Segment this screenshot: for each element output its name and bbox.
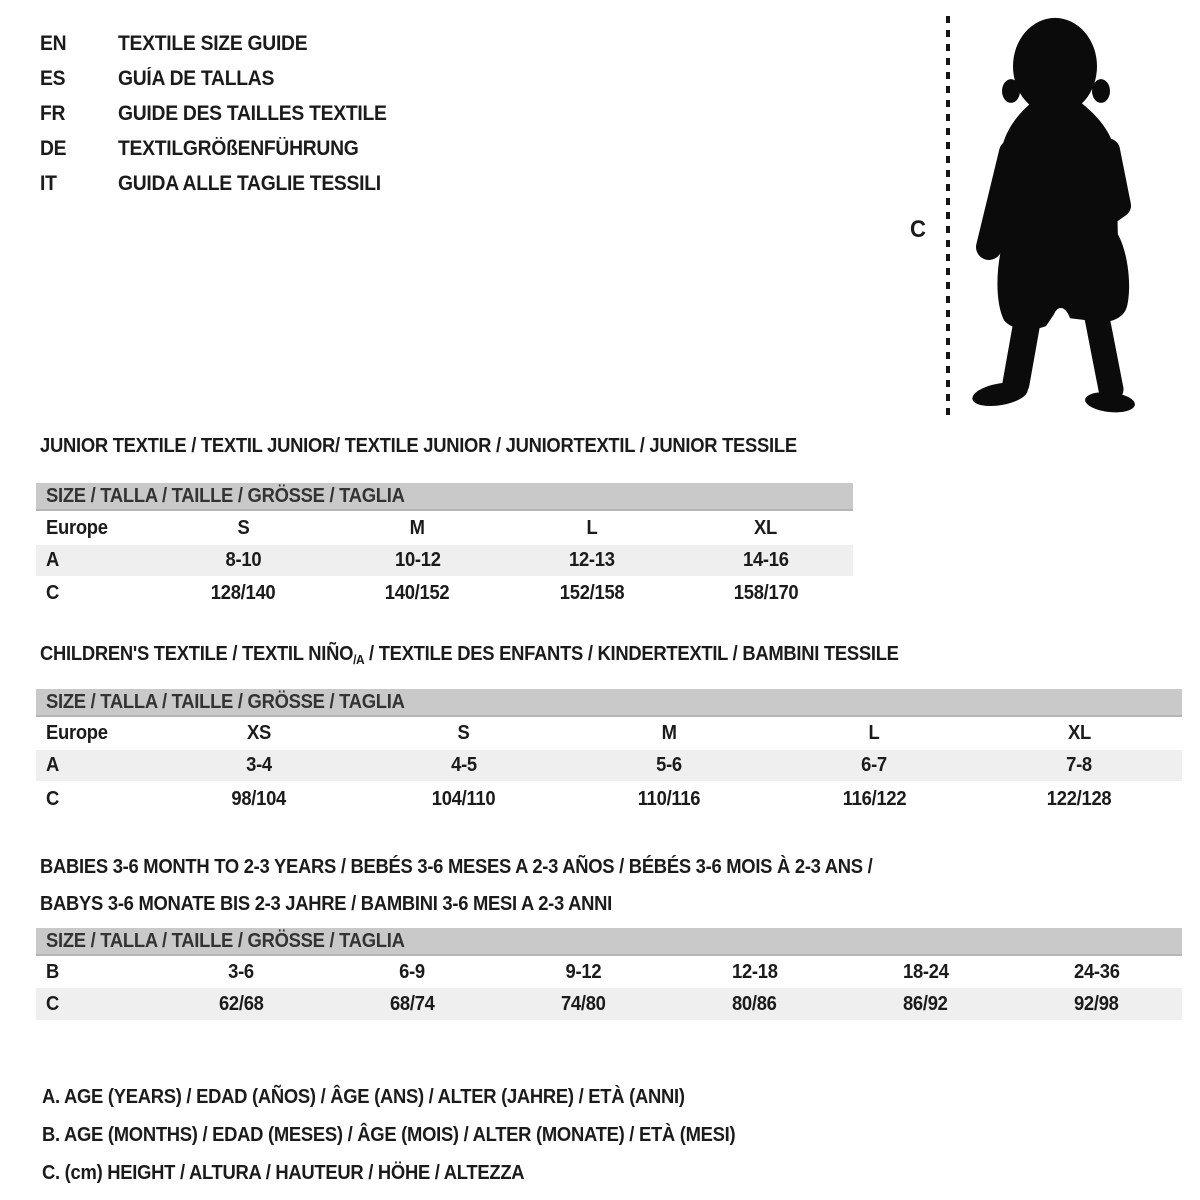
size-band: SIZE / TALLA / TAILLE / GRÖSSE / TAGLIA (36, 689, 1182, 717)
size-cell: 8-10 (225, 549, 261, 571)
size-cell: 128/140 (210, 582, 276, 604)
babies-title-line1: BABIES 3-6 MONTH TO 2-3 YEARS / BEBÉS 3-6 MESES A 2-3 AÑOS / BÉBÉS 3-6 MOIS À 2-3 ANS / (40, 855, 873, 878)
language-list (40, 26, 410, 201)
height-measure-label: C (910, 216, 926, 243)
size-cell: 74/80 (561, 992, 606, 1015)
size-cell: 116/122 (842, 787, 906, 810)
size-col: M (661, 722, 677, 744)
language-code: IT (40, 171, 57, 195)
babies-size-table (36, 928, 1182, 1020)
row-label: A (46, 754, 60, 776)
babies-row-b (36, 956, 1182, 988)
size-cell: 68/74 (390, 992, 435, 1015)
size-cell: 18-24 (902, 960, 949, 983)
measurement-legend (42, 1078, 796, 1192)
size-band: SIZE / TALLA / TAILLE / GRÖSSE / TAGLIA (36, 483, 853, 511)
language-row-fr (40, 96, 410, 131)
region-label: Europe (46, 722, 108, 744)
language-title: GUÍA DE TALLAS (118, 66, 275, 90)
size-cell: 122/128 (1047, 787, 1112, 810)
size-cell: 158/170 (733, 582, 799, 604)
size-col: M (409, 516, 425, 539)
size-cell: 14-16 (743, 549, 789, 571)
size-cell: 12-13 (568, 549, 615, 571)
size-col: XL (1067, 722, 1091, 744)
row-label: C (46, 582, 60, 604)
toddler-silhouette-icon (958, 12, 1148, 417)
size-cell: 3-6 (228, 960, 255, 983)
region-label: Europe (46, 516, 108, 539)
size-cell: 104/110 (432, 787, 496, 810)
row-label: C (46, 992, 60, 1015)
junior-row-c (36, 576, 853, 611)
language-title: TEXTILE SIZE GUIDE (118, 31, 308, 55)
junior-row-a (36, 545, 853, 576)
size-col: XL (754, 516, 778, 539)
language-code: DE (40, 136, 67, 160)
language-row-en (40, 26, 410, 61)
size-col: S (457, 722, 470, 744)
size-cell: 140/152 (385, 582, 450, 604)
size-cell: 4-5 (450, 754, 477, 776)
size-col: L (586, 516, 598, 539)
size-col: L (868, 722, 880, 744)
junior-section-title: JUNIOR TEXTILE / TEXTIL JUNIOR/ TEXTILE JUNIOR / JUNIORTEXTIL / JUNIOR TESSILE (40, 435, 797, 457)
language-code: ES (40, 66, 66, 90)
size-cell: 5-6 (656, 754, 682, 776)
children-section-title: CHILDREN'S TEXTILE / TEXTIL $NIÑO_{/A}$ / TEXTILE DES ENFANTS / KINDERTEXTIL / BAMBINI TESSILE (40, 643, 899, 667)
legend-line-a: A. AGE (YEARS) / EDAD (AÑOS) / ÂGE (ANS) / ALTER (JAHRE) / ETÀ (ANNI) (42, 1085, 685, 1108)
size-cell: 80/86 (732, 992, 777, 1015)
size-cell: 92/98 (1074, 992, 1119, 1015)
row-label: B (46, 960, 60, 983)
size-col: XS (246, 722, 271, 744)
nino-subscript: /A (353, 652, 365, 667)
language-row-es (40, 61, 410, 96)
size-cell: 152/158 (559, 582, 624, 604)
height-measure-dashed-line (946, 16, 950, 416)
junior-size-table (36, 483, 853, 611)
size-cell: 3-4 (245, 754, 272, 776)
babies-title-line2: BABYS 3-6 MONATE BIS 2-3 JAHRE / BAMBINI 3-6 MESI A 2-3 ANNI (40, 892, 612, 915)
size-cell: 6-7 (861, 754, 888, 776)
size-cell: 86/92 (903, 992, 948, 1015)
row-label: C (46, 787, 60, 810)
language-row-it (40, 166, 410, 201)
size-col: S (237, 516, 250, 539)
children-size-table (36, 689, 1182, 817)
junior-header-row (36, 511, 853, 545)
size-cell: 7-8 (1066, 754, 1093, 776)
children-row-a (36, 750, 1182, 781)
size-cell: 110/116 (637, 787, 701, 810)
language-title: GUIDA ALLE TAGLIE TESSILI (118, 171, 381, 195)
language-row-de (40, 131, 410, 166)
size-band: SIZE / TALLA / TAILLE / GRÖSSE / TAGLIA (36, 928, 1182, 956)
children-row-c (36, 781, 1182, 817)
babies-row-c (36, 988, 1182, 1020)
size-cell: 6-9 (399, 960, 426, 983)
size-cell: 9-12 (565, 960, 602, 983)
size-cell: 24-36 (1073, 960, 1120, 983)
language-title: TEXTILGRÖßENFÜHRUNG (118, 136, 359, 160)
row-label: A (46, 549, 60, 571)
size-cell: 10-12 (394, 549, 441, 571)
language-code: FR (40, 101, 66, 125)
legend-line-c: C. (cm) HEIGHT / ALTURA / HAUTEUR / HÖHE / ALTEZZA (42, 1161, 525, 1184)
size-cell: 98/104 (231, 787, 286, 810)
language-title: GUIDE DES TAILLES TEXTILE (118, 101, 387, 125)
language-code: EN (40, 31, 67, 55)
legend-line-b: B. AGE (MONTHS) / EDAD (MESES) / ÂGE (MOIS) / ALTER (MONATE) / ETÀ (MESI) (42, 1123, 736, 1146)
size-cell: 62/68 (219, 992, 264, 1015)
children-header-row (36, 717, 1182, 750)
size-cell: 12-18 (731, 960, 778, 983)
babies-section-title (40, 848, 945, 922)
